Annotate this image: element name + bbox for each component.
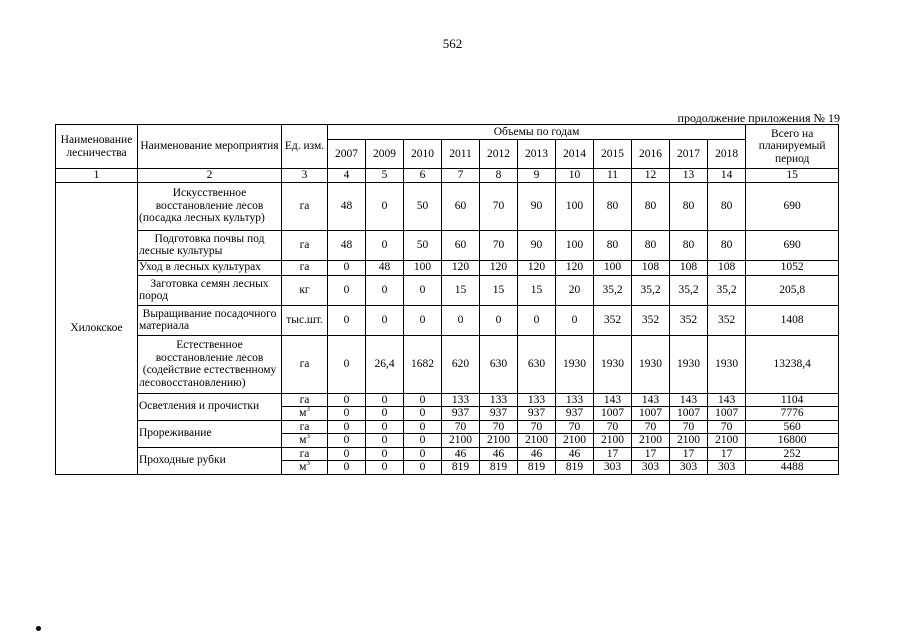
unit-base: м xyxy=(299,434,307,446)
value-cell: 80 xyxy=(632,182,670,230)
value-cell: 108 xyxy=(632,260,670,275)
value-cell: 100 xyxy=(404,260,442,275)
value-cell: 2100 xyxy=(442,434,480,448)
value-cell: 70 xyxy=(556,420,594,434)
value-cell: 1007 xyxy=(632,407,670,421)
value-cell: 70 xyxy=(480,230,518,260)
value-cell: 17 xyxy=(632,447,670,461)
total-cell: 252 xyxy=(746,447,839,461)
activity-name-cell: Выращивание посадочного материала xyxy=(138,305,282,335)
value-cell: 70 xyxy=(442,420,480,434)
value-cell: 108 xyxy=(670,260,708,275)
value-cell: 2100 xyxy=(594,434,632,448)
header-total: Всего на планируемый период xyxy=(746,125,839,169)
forestry-name-cell: Хилокское xyxy=(56,182,138,474)
value-cell: 26,4 xyxy=(366,335,404,393)
table-row xyxy=(56,305,839,335)
value-cell: 0 xyxy=(404,305,442,335)
value-cell: 630 xyxy=(518,335,556,393)
value-cell: 90 xyxy=(518,230,556,260)
value-cell: 1930 xyxy=(594,335,632,393)
value-cell: 1007 xyxy=(708,407,746,421)
total-cell: 560 xyxy=(746,420,839,434)
value-cell: 819 xyxy=(442,461,480,475)
value-cell: 937 xyxy=(480,407,518,421)
column-number: 13 xyxy=(670,169,708,183)
table-row xyxy=(56,447,839,461)
value-cell: 2100 xyxy=(632,434,670,448)
year-header: 2012 xyxy=(480,140,518,169)
value-cell: 15 xyxy=(442,275,480,305)
value-cell: 20 xyxy=(556,275,594,305)
value-cell: 2100 xyxy=(556,434,594,448)
value-cell: 70 xyxy=(708,420,746,434)
value-cell: 352 xyxy=(708,305,746,335)
value-cell: 303 xyxy=(670,461,708,475)
activity-name-cell: Искусственное восстановление лесов (посадка лесных культур) xyxy=(138,182,282,230)
value-cell: 60 xyxy=(442,182,480,230)
value-cell: 352 xyxy=(670,305,708,335)
unit-cell: тыс.шт. xyxy=(282,305,328,335)
value-cell: 0 xyxy=(328,447,366,461)
appendix-continuation-label: продолжение приложения № 19 xyxy=(677,111,840,125)
value-cell: 100 xyxy=(594,260,632,275)
value-cell: 90 xyxy=(518,182,556,230)
value-cell: 46 xyxy=(442,447,480,461)
value-cell: 0 xyxy=(366,420,404,434)
value-cell: 80 xyxy=(708,230,746,260)
value-cell: 303 xyxy=(708,461,746,475)
value-cell: 0 xyxy=(328,420,366,434)
value-cell: 70 xyxy=(480,420,518,434)
total-cell: 1052 xyxy=(746,260,839,275)
value-cell: 0 xyxy=(328,275,366,305)
value-cell: 352 xyxy=(594,305,632,335)
value-cell: 0 xyxy=(366,393,404,407)
value-cell: 70 xyxy=(518,420,556,434)
value-cell: 108 xyxy=(708,260,746,275)
unit-cell xyxy=(282,461,328,475)
year-header: 2007 xyxy=(328,140,366,169)
value-cell: 17 xyxy=(670,447,708,461)
value-cell: 80 xyxy=(594,230,632,260)
column-number: 7 xyxy=(442,169,480,183)
table-row xyxy=(56,275,839,305)
table-row xyxy=(56,393,839,407)
value-cell: 0 xyxy=(404,461,442,475)
value-cell: 0 xyxy=(328,260,366,275)
value-cell: 0 xyxy=(518,305,556,335)
value-cell: 120 xyxy=(480,260,518,275)
unit-cell: га xyxy=(282,230,328,260)
unit-superscript: 3 xyxy=(306,406,310,414)
unit-base: м xyxy=(299,407,307,419)
value-cell: 80 xyxy=(594,182,632,230)
total-cell: 7776 xyxy=(746,407,839,421)
column-number: 3 xyxy=(282,169,328,183)
value-cell: 133 xyxy=(442,393,480,407)
value-cell: 133 xyxy=(518,393,556,407)
value-cell: 70 xyxy=(594,420,632,434)
value-cell: 35,2 xyxy=(708,275,746,305)
value-cell: 937 xyxy=(518,407,556,421)
column-number: 2 xyxy=(138,169,282,183)
value-cell: 80 xyxy=(670,182,708,230)
value-cell: 0 xyxy=(328,434,366,448)
total-cell: 16800 xyxy=(746,434,839,448)
value-cell: 819 xyxy=(480,461,518,475)
unit-cell: га xyxy=(282,335,328,393)
year-header: 2010 xyxy=(404,140,442,169)
value-cell: 17 xyxy=(708,447,746,461)
value-cell: 1930 xyxy=(708,335,746,393)
unit-superscript: 3 xyxy=(306,460,310,468)
value-cell: 17 xyxy=(594,447,632,461)
column-number: 14 xyxy=(708,169,746,183)
value-cell: 2100 xyxy=(518,434,556,448)
year-header: 2015 xyxy=(594,140,632,169)
value-cell: 143 xyxy=(670,393,708,407)
value-cell: 0 xyxy=(328,335,366,393)
value-cell: 70 xyxy=(480,182,518,230)
year-header: 2011 xyxy=(442,140,480,169)
value-cell: 0 xyxy=(328,305,366,335)
value-cell: 0 xyxy=(404,275,442,305)
value-cell: 143 xyxy=(632,393,670,407)
value-cell: 937 xyxy=(442,407,480,421)
header-unit: Ед. изм. xyxy=(282,125,328,169)
value-cell: 133 xyxy=(556,393,594,407)
total-cell: 205,8 xyxy=(746,275,839,305)
value-cell: 819 xyxy=(556,461,594,475)
value-cell: 0 xyxy=(328,407,366,421)
page-number: 562 xyxy=(442,36,463,51)
total-cell: 690 xyxy=(746,182,839,230)
value-cell: 143 xyxy=(594,393,632,407)
table-row xyxy=(56,182,839,230)
table-row xyxy=(56,420,839,434)
value-cell: 2100 xyxy=(708,434,746,448)
value-cell: 352 xyxy=(632,305,670,335)
year-header: 2016 xyxy=(632,140,670,169)
total-cell: 1408 xyxy=(746,305,839,335)
value-cell: 1930 xyxy=(670,335,708,393)
value-cell: 48 xyxy=(328,182,366,230)
column-number: 8 xyxy=(480,169,518,183)
value-cell: 48 xyxy=(366,260,404,275)
value-cell: 2100 xyxy=(670,434,708,448)
value-cell: 0 xyxy=(442,305,480,335)
unit-superscript: 3 xyxy=(306,433,310,441)
column-number: 6 xyxy=(404,169,442,183)
value-cell: 819 xyxy=(518,461,556,475)
value-cell: 46 xyxy=(518,447,556,461)
unit-cell xyxy=(282,434,328,448)
activity-name-cell: Прореживание xyxy=(138,420,282,447)
value-cell: 80 xyxy=(670,230,708,260)
activity-name-cell: Проходные рубки xyxy=(138,447,282,474)
value-cell: 120 xyxy=(442,260,480,275)
value-cell: 80 xyxy=(708,182,746,230)
unit-cell: кг xyxy=(282,275,328,305)
value-cell: 60 xyxy=(442,230,480,260)
activity-name-cell: Естественное восстановление лесов (содействие естественному лесовосстановлению) xyxy=(138,335,282,393)
year-header: 2009 xyxy=(366,140,404,169)
value-cell: 15 xyxy=(518,275,556,305)
value-cell: 80 xyxy=(632,230,670,260)
total-cell: 4488 xyxy=(746,461,839,475)
value-cell: 303 xyxy=(594,461,632,475)
value-cell: 46 xyxy=(480,447,518,461)
column-number: 1 xyxy=(56,169,138,183)
value-cell: 143 xyxy=(708,393,746,407)
value-cell: 35,2 xyxy=(632,275,670,305)
column-number: 4 xyxy=(328,169,366,183)
value-cell: 133 xyxy=(480,393,518,407)
value-cell: 1930 xyxy=(632,335,670,393)
value-cell: 0 xyxy=(480,305,518,335)
value-cell: 2100 xyxy=(480,434,518,448)
value-cell: 1007 xyxy=(594,407,632,421)
value-cell: 0 xyxy=(328,461,366,475)
column-number: 12 xyxy=(632,169,670,183)
year-header: 2014 xyxy=(556,140,594,169)
value-cell: 0 xyxy=(366,275,404,305)
value-cell: 46 xyxy=(556,447,594,461)
value-cell: 303 xyxy=(632,461,670,475)
value-cell: 0 xyxy=(404,434,442,448)
value-cell: 35,2 xyxy=(670,275,708,305)
value-cell: 120 xyxy=(556,260,594,275)
unit-cell: га xyxy=(282,182,328,230)
header-volumes-by-year: Объемы по годам xyxy=(328,125,746,140)
column-number: 11 xyxy=(594,169,632,183)
unit-cell xyxy=(282,407,328,421)
value-cell: 0 xyxy=(556,305,594,335)
value-cell: 0 xyxy=(366,434,404,448)
value-cell: 0 xyxy=(366,407,404,421)
value-cell: 1682 xyxy=(404,335,442,393)
column-number: 5 xyxy=(366,169,404,183)
value-cell: 1930 xyxy=(556,335,594,393)
page-mark xyxy=(36,626,41,631)
activity-name-cell: Осветления и прочистки xyxy=(138,393,282,420)
value-cell: 0 xyxy=(404,407,442,421)
activity-name-cell: Уход в лесных культурах xyxy=(138,260,282,275)
activity-name-cell: Заготовка семян лесных пород xyxy=(138,275,282,305)
total-cell: 1104 xyxy=(746,393,839,407)
unit-cell: га xyxy=(282,393,328,407)
value-cell: 0 xyxy=(366,461,404,475)
value-cell: 0 xyxy=(404,393,442,407)
value-cell: 937 xyxy=(556,407,594,421)
value-cell: 1007 xyxy=(670,407,708,421)
value-cell: 0 xyxy=(366,305,404,335)
total-cell: 690 xyxy=(746,230,839,260)
column-number: 9 xyxy=(518,169,556,183)
unit-cell: га xyxy=(282,420,328,434)
value-cell: 35,2 xyxy=(594,275,632,305)
value-cell: 70 xyxy=(632,420,670,434)
column-number: 15 xyxy=(746,169,839,183)
value-cell: 70 xyxy=(670,420,708,434)
column-number: 10 xyxy=(556,169,594,183)
value-cell: 0 xyxy=(328,393,366,407)
value-cell: 0 xyxy=(404,420,442,434)
unit-cell: га xyxy=(282,447,328,461)
value-cell: 630 xyxy=(480,335,518,393)
table-row xyxy=(56,260,839,275)
activity-name-cell: Подготовка почвы под лесные культуры xyxy=(138,230,282,260)
value-cell: 100 xyxy=(556,230,594,260)
forestry-activities-table xyxy=(55,124,839,475)
value-cell: 0 xyxy=(366,447,404,461)
total-cell: 13238,4 xyxy=(746,335,839,393)
header-forestry: Наименование лесничества xyxy=(56,125,138,169)
year-header: 2018 xyxy=(708,140,746,169)
value-cell: 0 xyxy=(366,230,404,260)
value-cell: 100 xyxy=(556,182,594,230)
value-cell: 48 xyxy=(328,230,366,260)
table-row xyxy=(56,230,839,260)
value-cell: 15 xyxy=(480,275,518,305)
value-cell: 120 xyxy=(518,260,556,275)
value-cell: 50 xyxy=(404,230,442,260)
value-cell: 0 xyxy=(366,182,404,230)
value-cell: 620 xyxy=(442,335,480,393)
unit-cell: га xyxy=(282,260,328,275)
header-activity: Наименование мероприятия xyxy=(138,125,282,169)
unit-base: м xyxy=(299,461,307,473)
year-header: 2017 xyxy=(670,140,708,169)
value-cell: 0 xyxy=(404,447,442,461)
year-header: 2013 xyxy=(518,140,556,169)
value-cell: 50 xyxy=(404,182,442,230)
table-row xyxy=(56,335,839,393)
